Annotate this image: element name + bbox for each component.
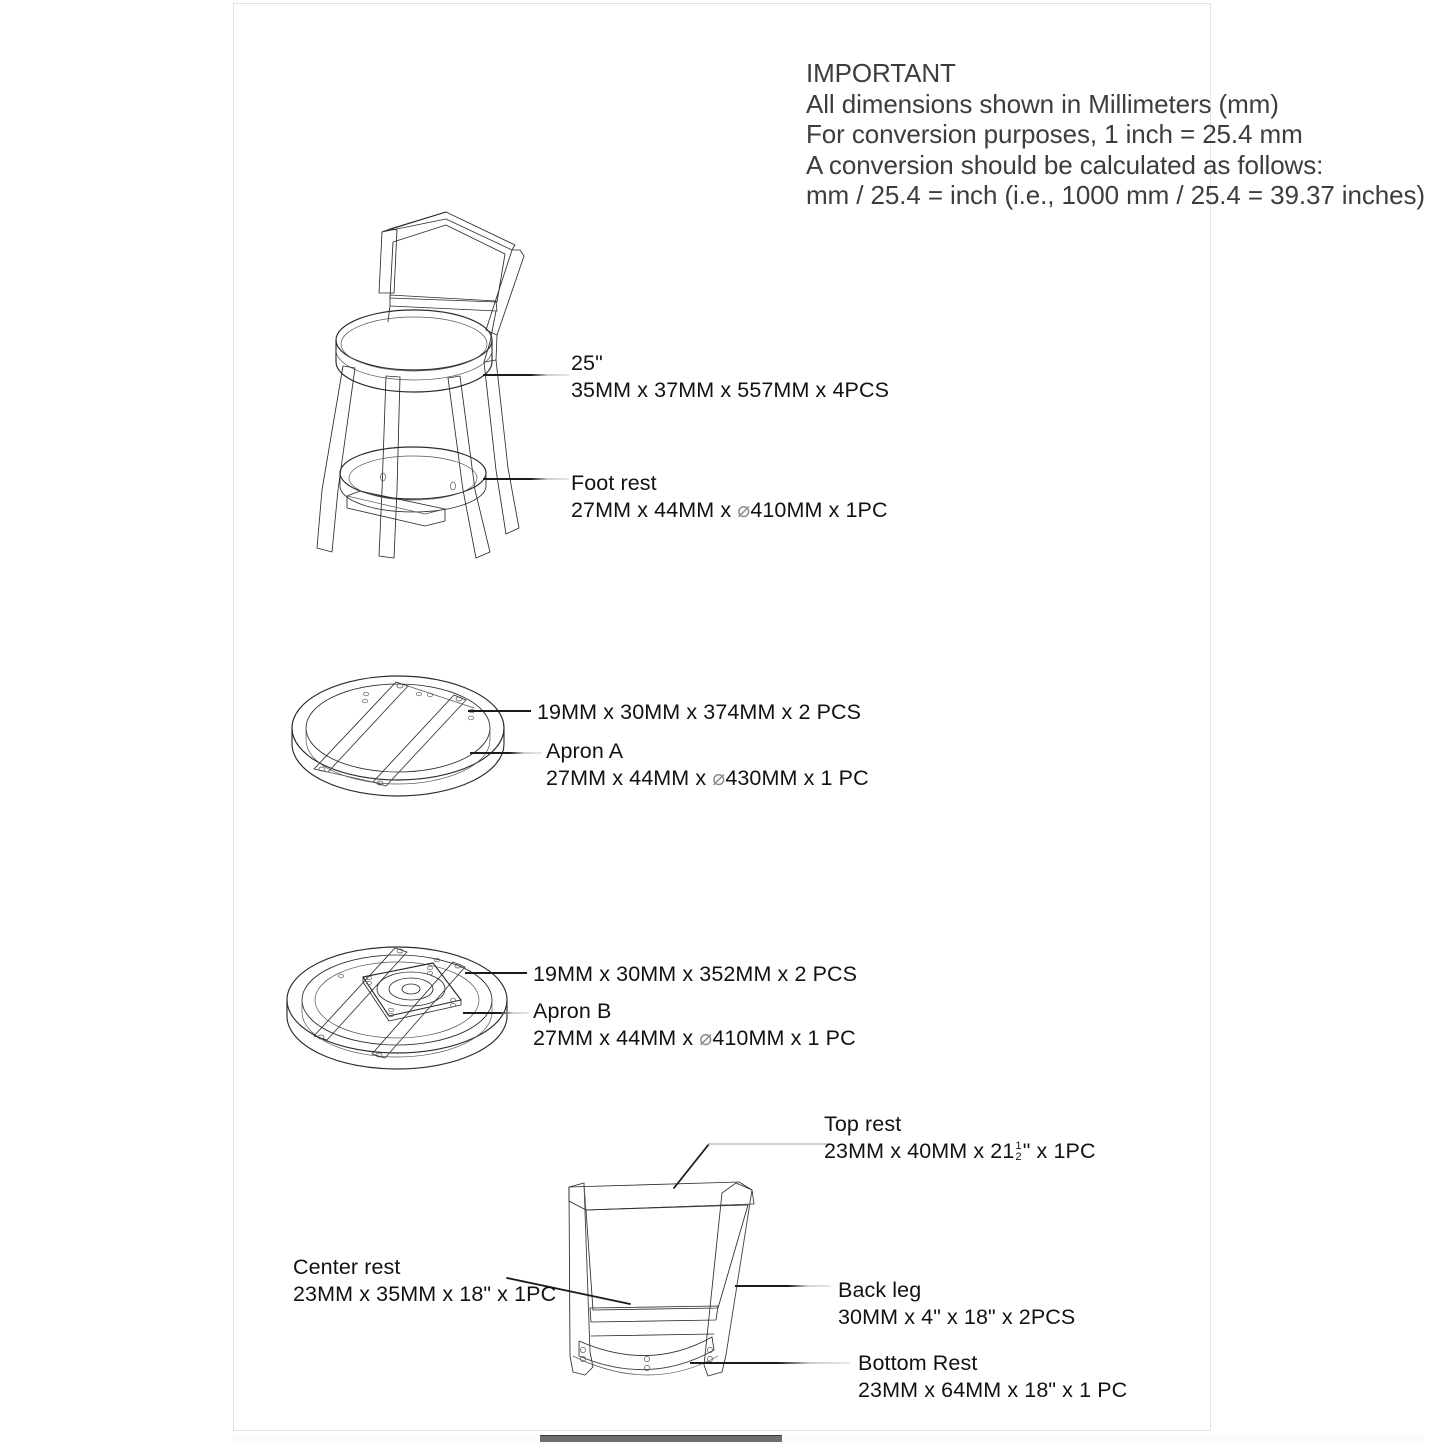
callout-apron-a-title: Apron A [546,739,624,763]
callout-top-rest-dimension [824,1138,1096,1165]
apron-a-drawing [288,668,528,813]
callout-foot-rest [571,470,888,523]
callout-bottom-rest [858,1350,1127,1403]
callout-top-rest [824,1111,1096,1164]
callout-center-rest-dimension: 23MM x 35MM x 18" x 1PC [293,1281,557,1306]
callout-apron-b-brace [533,961,857,988]
leader-line-foot-rest [483,478,569,480]
callout-center-rest-title: Center rest [293,1255,401,1279]
fraction-one-half [1015,1141,1021,1162]
callout-apron-a-brace [537,699,861,726]
callout-foot-rest-title: Foot rest [571,471,657,495]
diameter-icon: ⌀ [699,1025,713,1050]
horizontal-scrollbar-thumb[interactable] [540,1435,782,1442]
note-heading: IMPORTANT [806,58,956,88]
bar-stool-drawing [300,190,570,580]
leader-line-back-leg [735,1285,831,1287]
note-line-4: mm / 25.4 = inch (i.e., 1000 mm / 25.4 = 39.37 inches) [806,180,1425,210]
callout-center-rest [293,1254,556,1307]
leader-line-apron-b-brace [465,972,527,974]
callout-leg-dimension: 35MM x 37MM x 557MM x 4PCS [571,377,890,402]
leader-line-apron-a-brace [468,710,531,712]
top-rest-dim-a: 23MM x 40MM x 21 [824,1138,1015,1163]
callout-apron-b-title: Apron B [533,999,612,1023]
apron-a-dim-pre: 27MM x 44MM x [546,765,713,790]
note-line-2: For conversion purposes, 1 inch = 25.4 mm [806,119,1303,149]
callout-apron-b-ring-block [533,998,856,1051]
foot-rest-dim-post: 410MM x 1PC [750,497,888,522]
apron-a-dim-post: 430MM x 1 PC [725,765,869,790]
important-note-block [806,58,1445,211]
diameter-icon: ⌀ [737,497,751,522]
diameter-icon: ⌀ [712,765,726,790]
leader-line-apron-b-ring [463,1012,529,1014]
callout-back-leg-title: Back leg [838,1278,922,1302]
callout-apron-b-brace-dimension: 19MM x 30MM x 352MM x 2 PCS [533,962,858,986]
callout-foot-rest-dimension [571,497,888,524]
leader-line-leg [483,374,569,376]
apron-b-dim-pre: 27MM x 44MM x [533,1025,700,1050]
callout-back-leg [838,1277,1075,1330]
fraction-denominator: 2 [1015,1150,1022,1163]
callout-top-rest-title: Top rest [824,1112,902,1136]
leader-line-top-rest [670,1130,840,1190]
leader-line-apron-a-ring [470,752,542,754]
callout-bottom-rest-dimension: 23MM x 64MM x 18" x 1 PC [858,1377,1128,1402]
callout-leg [571,350,889,403]
leader-line-bottom-rest [690,1362,850,1364]
foot-rest-dim-pre: 27MM x 44MM x [571,497,738,522]
callout-back-leg-dimension: 30MM x 4" x 18" x 2PCS [838,1304,1076,1329]
callout-apron-a-ring [546,738,869,791]
note-line-3: A conversion should be calculated as follows: [806,149,1324,180]
apron-b-dim-post: 410MM x 1 PC [712,1025,856,1050]
top-rest-dim-b: " x 1PC [1022,1138,1096,1163]
fraction-numerator: 1 [1015,1139,1022,1152]
callout-leg-title: 25" [571,351,603,375]
callout-apron-b-dimension [533,1025,856,1052]
callout-apron-a-dimension [546,765,869,792]
note-line-1: All dimensions shown in Millimeters (mm) [806,88,1279,119]
callout-apron-a-brace-dimension: 19MM x 30MM x 374MM x 2 PCS [537,700,862,724]
horizontal-scrollbar-track[interactable] [233,1434,1423,1444]
callout-bottom-rest-title: Bottom Rest [858,1351,978,1375]
